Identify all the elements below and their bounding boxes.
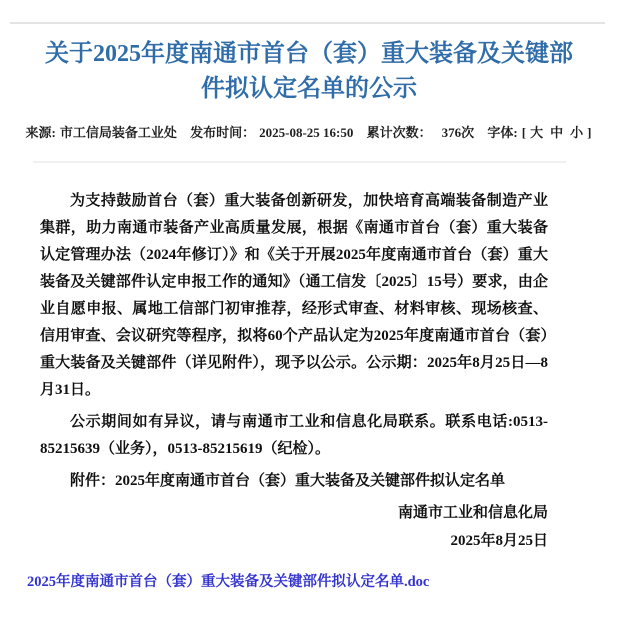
page-title: 关于2025年度南通市首台（套）重大装备及关键部件拟认定名单的公示 <box>45 41 573 102</box>
paragraph-main: 为支持鼓励首台（套）重大装备创新研发，加快培育高端装备制造产业集群，助力南通市装备产业高质量发展，根据《南通市首台（套）重大装备认定管理办法（2024年修订）》和《关于开展2025年度南通市首台（套）重大装备及关键部件认定申报工作的通知》（通工信发〔2025〕15号）要求，由企业自愿申报、属地工信部门初审推荐，经形式审查、材料审核、现场核查、信用审查、会议研究等程序，拟将60个产品认定为2025年度南通市首台（套）重大装备及关键部件（详见附件），现予以公示。公示期：2025年8月25日—8月31日。 <box>40 193 548 398</box>
issuer-signature: 南通市工业和信息化局 <box>397 505 548 521</box>
publish-time-label: 发布时间： <box>190 125 256 140</box>
meta-divider <box>33 161 566 163</box>
source-label: 来源: <box>25 125 56 140</box>
source-value: 市工信局装备工业处 <box>59 125 177 140</box>
view-count-value: 376次 <box>441 125 475 140</box>
font-size-small-button[interactable]: 小 <box>570 125 585 140</box>
publish-time-value: 2025-08-25 16:50 <box>259 125 354 140</box>
top-divider <box>10 22 605 24</box>
attachment-doc-link[interactable]: 2025年度南通市首台（套）重大装备及关键部件拟认定名单.doc <box>27 574 430 590</box>
announcement-page <box>0 22 618 628</box>
paragraph-contact: 公示期间如有异议，请与南通市工业和信息化局联系。联系电话:0513-85215639（业务），0513-85215619（纪检）。 <box>40 414 548 457</box>
meta-publish-time <box>190 125 353 140</box>
paragraph-attachment-note: 附件：2025年度南通市首台（套）重大装备及关键部件拟认定名单 <box>70 473 506 489</box>
issue-date: 2025年8月25日 <box>450 533 548 549</box>
article-body <box>40 188 548 555</box>
bracket-close: ] <box>587 125 593 140</box>
meta-font-size-control <box>487 125 592 140</box>
view-count-label: 累计次数： <box>366 125 432 140</box>
meta-view-count <box>367 125 475 140</box>
font-size-label: 字体: <box>487 125 518 140</box>
font-size-switch <box>522 125 593 140</box>
meta-source <box>26 125 177 140</box>
font-size-medium-button[interactable]: 中 <box>550 125 565 140</box>
bracket-open: [ <box>521 125 528 140</box>
article-meta <box>0 122 618 141</box>
font-size-large-button[interactable]: 大 <box>530 125 545 140</box>
